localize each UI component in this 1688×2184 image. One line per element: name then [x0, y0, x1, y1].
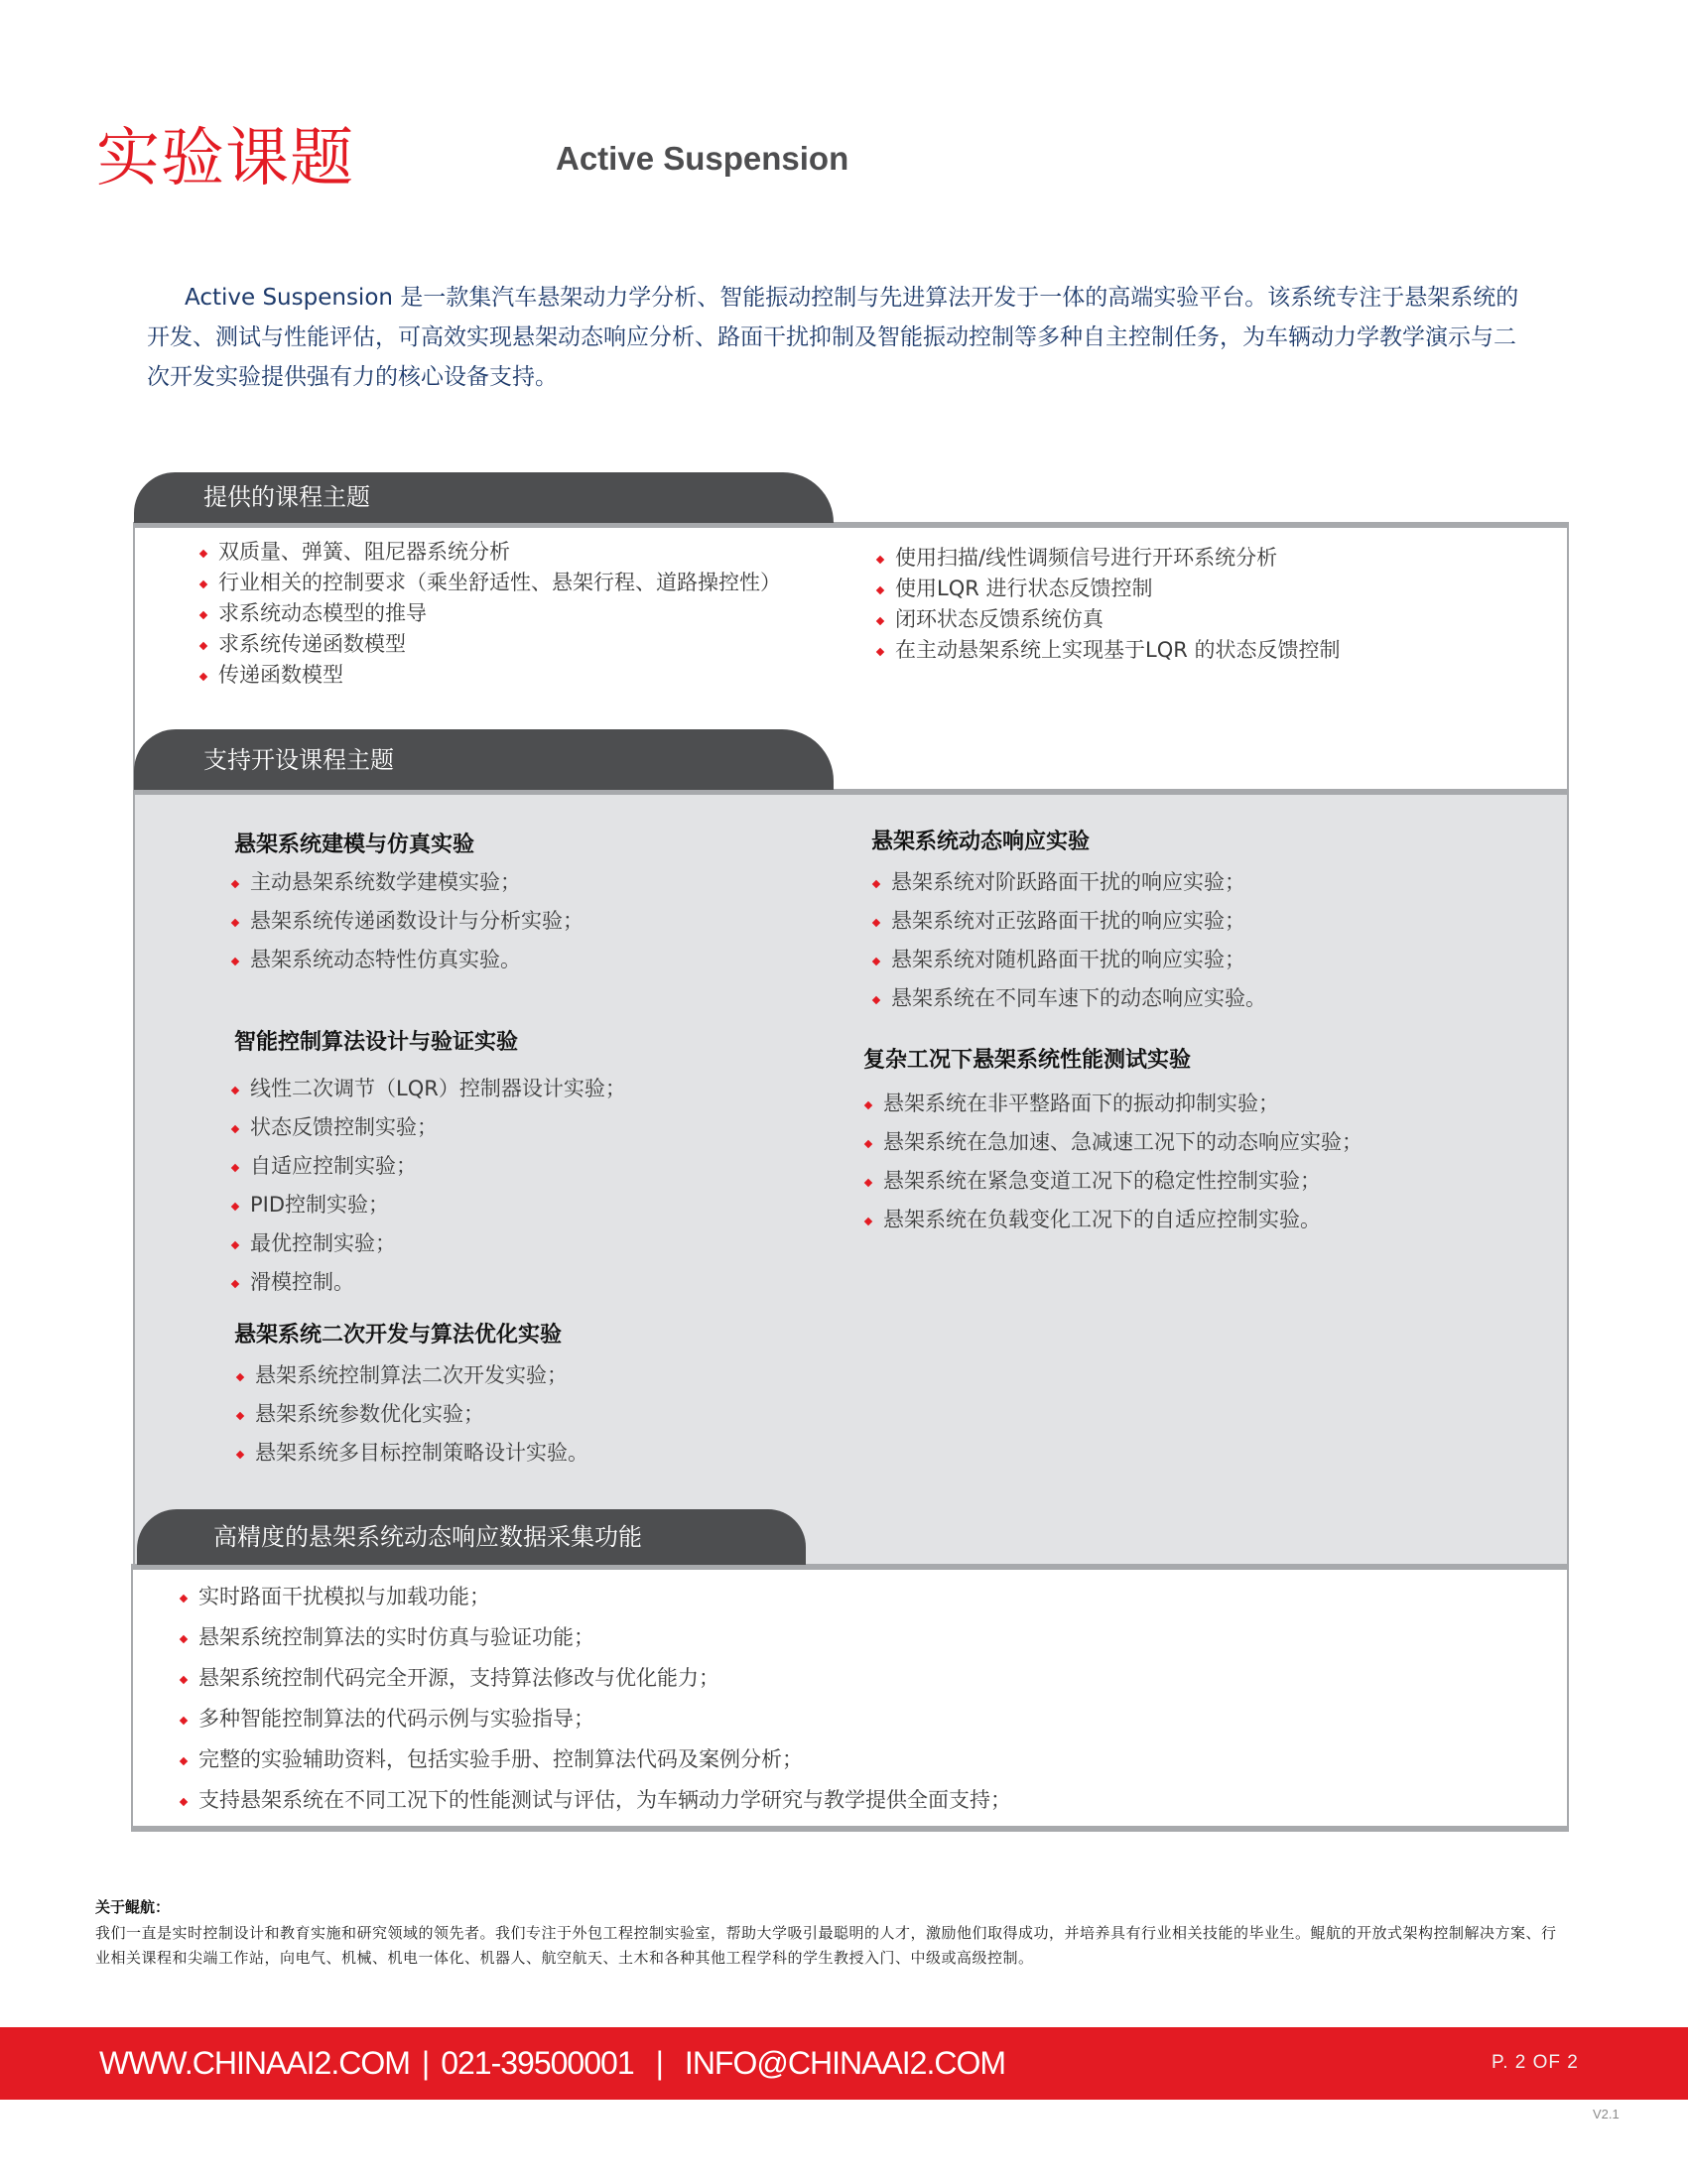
list-item: 悬架系统参数优化实验； [235, 1395, 588, 1434]
list-item: 悬架系统在不同车速下的动态响应实验。 [871, 979, 1266, 1018]
list-item: 悬架系统控制算法二次开发实验； [235, 1356, 588, 1395]
bullet-icon [199, 641, 207, 649]
email-link[interactable]: INFO@CHINAAI2.COM [684, 2045, 1005, 2081]
list-item: 使用LQR 进行状态反馈控制 [875, 574, 1341, 604]
group-heading: 悬架系统建模与仿真实验 [234, 833, 475, 857]
bullet-icon [231, 957, 239, 964]
bullet-icon [231, 1124, 239, 1132]
page-number: P. 2 OF 2 [1492, 2052, 1579, 2073]
separator: | [655, 2045, 663, 2081]
bullet-icon [876, 555, 884, 563]
list-item: 行业相关的控制要求（乘坐舒适性、悬架行程、道路操控性） [198, 568, 781, 598]
list-item: 传递函数模型 [198, 660, 781, 691]
bullet-icon [199, 610, 207, 618]
bullet-icon [231, 879, 239, 887]
list-item: 悬架系统控制代码完全开源，支持算法修改与优化能力； [179, 1658, 1011, 1699]
list-item: 完整的实验辅助资料，包括实验手册、控制算法代码及案例分析； [179, 1739, 1011, 1780]
list-item: 支持悬架系统在不同工况下的性能测试与评估，为车辆动力学研究与教学提供全面支持； [179, 1780, 1011, 1821]
bullet-icon [876, 647, 884, 655]
list-item: 悬架系统对阶跃路面干扰的响应实验； [871, 863, 1266, 902]
group-heading: 悬架系统二次开发与算法优化实验 [234, 1323, 563, 1348]
bullet-icon [236, 1372, 244, 1380]
data-acquisition-list [179, 1577, 1011, 1821]
list-item: 悬架系统在负载变化工况下的自适应控制实验。 [863, 1201, 1363, 1239]
group-heading: 悬架系统动态响应实验 [871, 830, 1091, 854]
group-list [235, 1356, 588, 1473]
version-label: V2.1 [1593, 2107, 1620, 2121]
section-offered-topics-tab [134, 472, 834, 523]
list-item: 悬架系统在紧急变道工况下的稳定性控制实验； [863, 1162, 1363, 1201]
bullet-icon [180, 1634, 188, 1642]
list-item: 求系统动态模型的推导 [198, 598, 781, 629]
footer-bar [0, 2027, 1688, 2100]
offered-topics-left-list [198, 537, 781, 691]
footer-contact [99, 2043, 1005, 2083]
section-title: 高精度的悬架系统动态响应数据采集功能 [213, 1523, 642, 1551]
bullet-icon [231, 918, 239, 926]
bullet-icon [199, 672, 207, 680]
bullet-icon [236, 1450, 244, 1458]
bullet-icon [180, 1756, 188, 1764]
bullet-icon [180, 1716, 188, 1724]
section-data-acquisition-tab [137, 1509, 806, 1565]
bullet-icon [876, 616, 884, 624]
list-item: PID控制实验； [230, 1186, 626, 1224]
group-heading: 复杂工况下悬架系统性能测试实验 [863, 1048, 1192, 1073]
bullet-icon [199, 549, 207, 557]
website-link[interactable]: WWW.CHINAAI2.COM [99, 2045, 410, 2081]
list-item: 悬架系统控制算法的实时仿真与验证功能； [179, 1617, 1011, 1658]
separator: | [421, 2045, 430, 2081]
bullet-icon [180, 1797, 188, 1805]
section-title: 提供的课程主题 [203, 483, 370, 511]
about-title: 关于鲲航： [95, 1898, 171, 1916]
bullet-icon [872, 918, 880, 926]
list-item: 悬架系统对正弦路面干扰的响应实验； [871, 902, 1266, 941]
bullet-icon [872, 879, 880, 887]
section-title: 支持开设课程主题 [203, 746, 394, 774]
offered-topics-right-list [875, 543, 1341, 666]
bullet-icon [872, 957, 880, 964]
list-item: 最优控制实验； [230, 1224, 626, 1263]
bullet-icon [231, 1279, 239, 1287]
about-text: 我们一直是实时控制设计和教育实施和研究领域的领先者。我们专注于外包工程控制实验室，帮助大学吸引最聪明的人才，激励他们取得成功，并培养具有行业相关技能的毕业生。鲲航的开放式架构控制解决方案、行业相关课程和尖端工作站，向电气、机械、机电一体化、机器人、航空航天、土木和各种其他工程学科的学生教授入门、中级或高级控制。 [95, 1924, 1557, 1967]
list-item: 悬架系统传递函数设计与分析实验； [230, 902, 584, 941]
bullet-icon [231, 1240, 239, 1248]
bullet-icon [180, 1675, 188, 1683]
bullet-icon [872, 995, 880, 1003]
bullet-icon [231, 1163, 239, 1171]
list-item: 双质量、弹簧、阻尼器系统分析 [198, 537, 781, 568]
list-item: 多种智能控制算法的代码示例与实验指导； [179, 1699, 1011, 1739]
list-item: 滑模控制。 [230, 1263, 626, 1302]
group-list [230, 1070, 626, 1302]
bullet-icon [864, 1100, 872, 1108]
list-item: 主动悬架系统数学建模实验； [230, 863, 584, 902]
intro-paragraph: Active Suspension 是一款集汽车悬架动力学分析、智能振动控制与先进算法开发于一体的高端实验平台。该系统专注于悬架系统的开发、测试与性能评估，可高效实现悬架动态响应分析、路面干扰抑制及智能振动控制等多种自主控制任务，为车辆动力学教学演示与二次开发实验提供强有力的核心设备支持。 [147, 285, 1519, 390]
list-item: 悬架系统对随机路面干扰的响应实验； [871, 941, 1266, 979]
section-supported-topics-tab [134, 729, 834, 790]
list-item: 悬架系统多目标控制策略设计实验。 [235, 1434, 588, 1473]
group-list [863, 1085, 1363, 1239]
list-item: 线性二次调节（LQR）控制器设计实验； [230, 1070, 626, 1108]
group-list [230, 863, 584, 979]
page-title: 实验课题 [96, 122, 354, 195]
list-item: 闭环状态反馈系统仿真 [875, 604, 1341, 635]
bullet-icon [180, 1594, 188, 1602]
bullet-icon [864, 1217, 872, 1224]
bullet-icon [864, 1178, 872, 1186]
bullet-icon [864, 1139, 872, 1147]
group-list [871, 863, 1266, 1018]
list-item: 使用扫描/线性调频信号进行开环系统分析 [875, 543, 1341, 574]
list-item: 在主动悬架系统上实现基于LQR 的状态反馈控制 [875, 635, 1341, 666]
list-item: 求系统传递函数模型 [198, 629, 781, 660]
bullet-icon [231, 1086, 239, 1093]
bullet-icon [236, 1411, 244, 1419]
product-name: Active Suspension [556, 140, 849, 177]
list-item: 悬架系统在急加速、急减速工况下的动态响应实验； [863, 1123, 1363, 1162]
list-item: 悬架系统动态特性仿真实验。 [230, 941, 584, 979]
group-heading: 智能控制算法设计与验证实验 [234, 1030, 519, 1055]
list-item: 悬架系统在非平整路面下的振动抑制实验； [863, 1085, 1363, 1123]
bullet-icon [231, 1202, 239, 1210]
list-item: 自适应控制实验； [230, 1147, 626, 1186]
bullet-icon [199, 579, 207, 587]
phone-number: 021-39500001 [441, 2045, 634, 2081]
list-item: 实时路面干扰模拟与加载功能； [179, 1577, 1011, 1617]
list-item: 状态反馈控制实验； [230, 1108, 626, 1147]
bullet-icon [876, 585, 884, 593]
